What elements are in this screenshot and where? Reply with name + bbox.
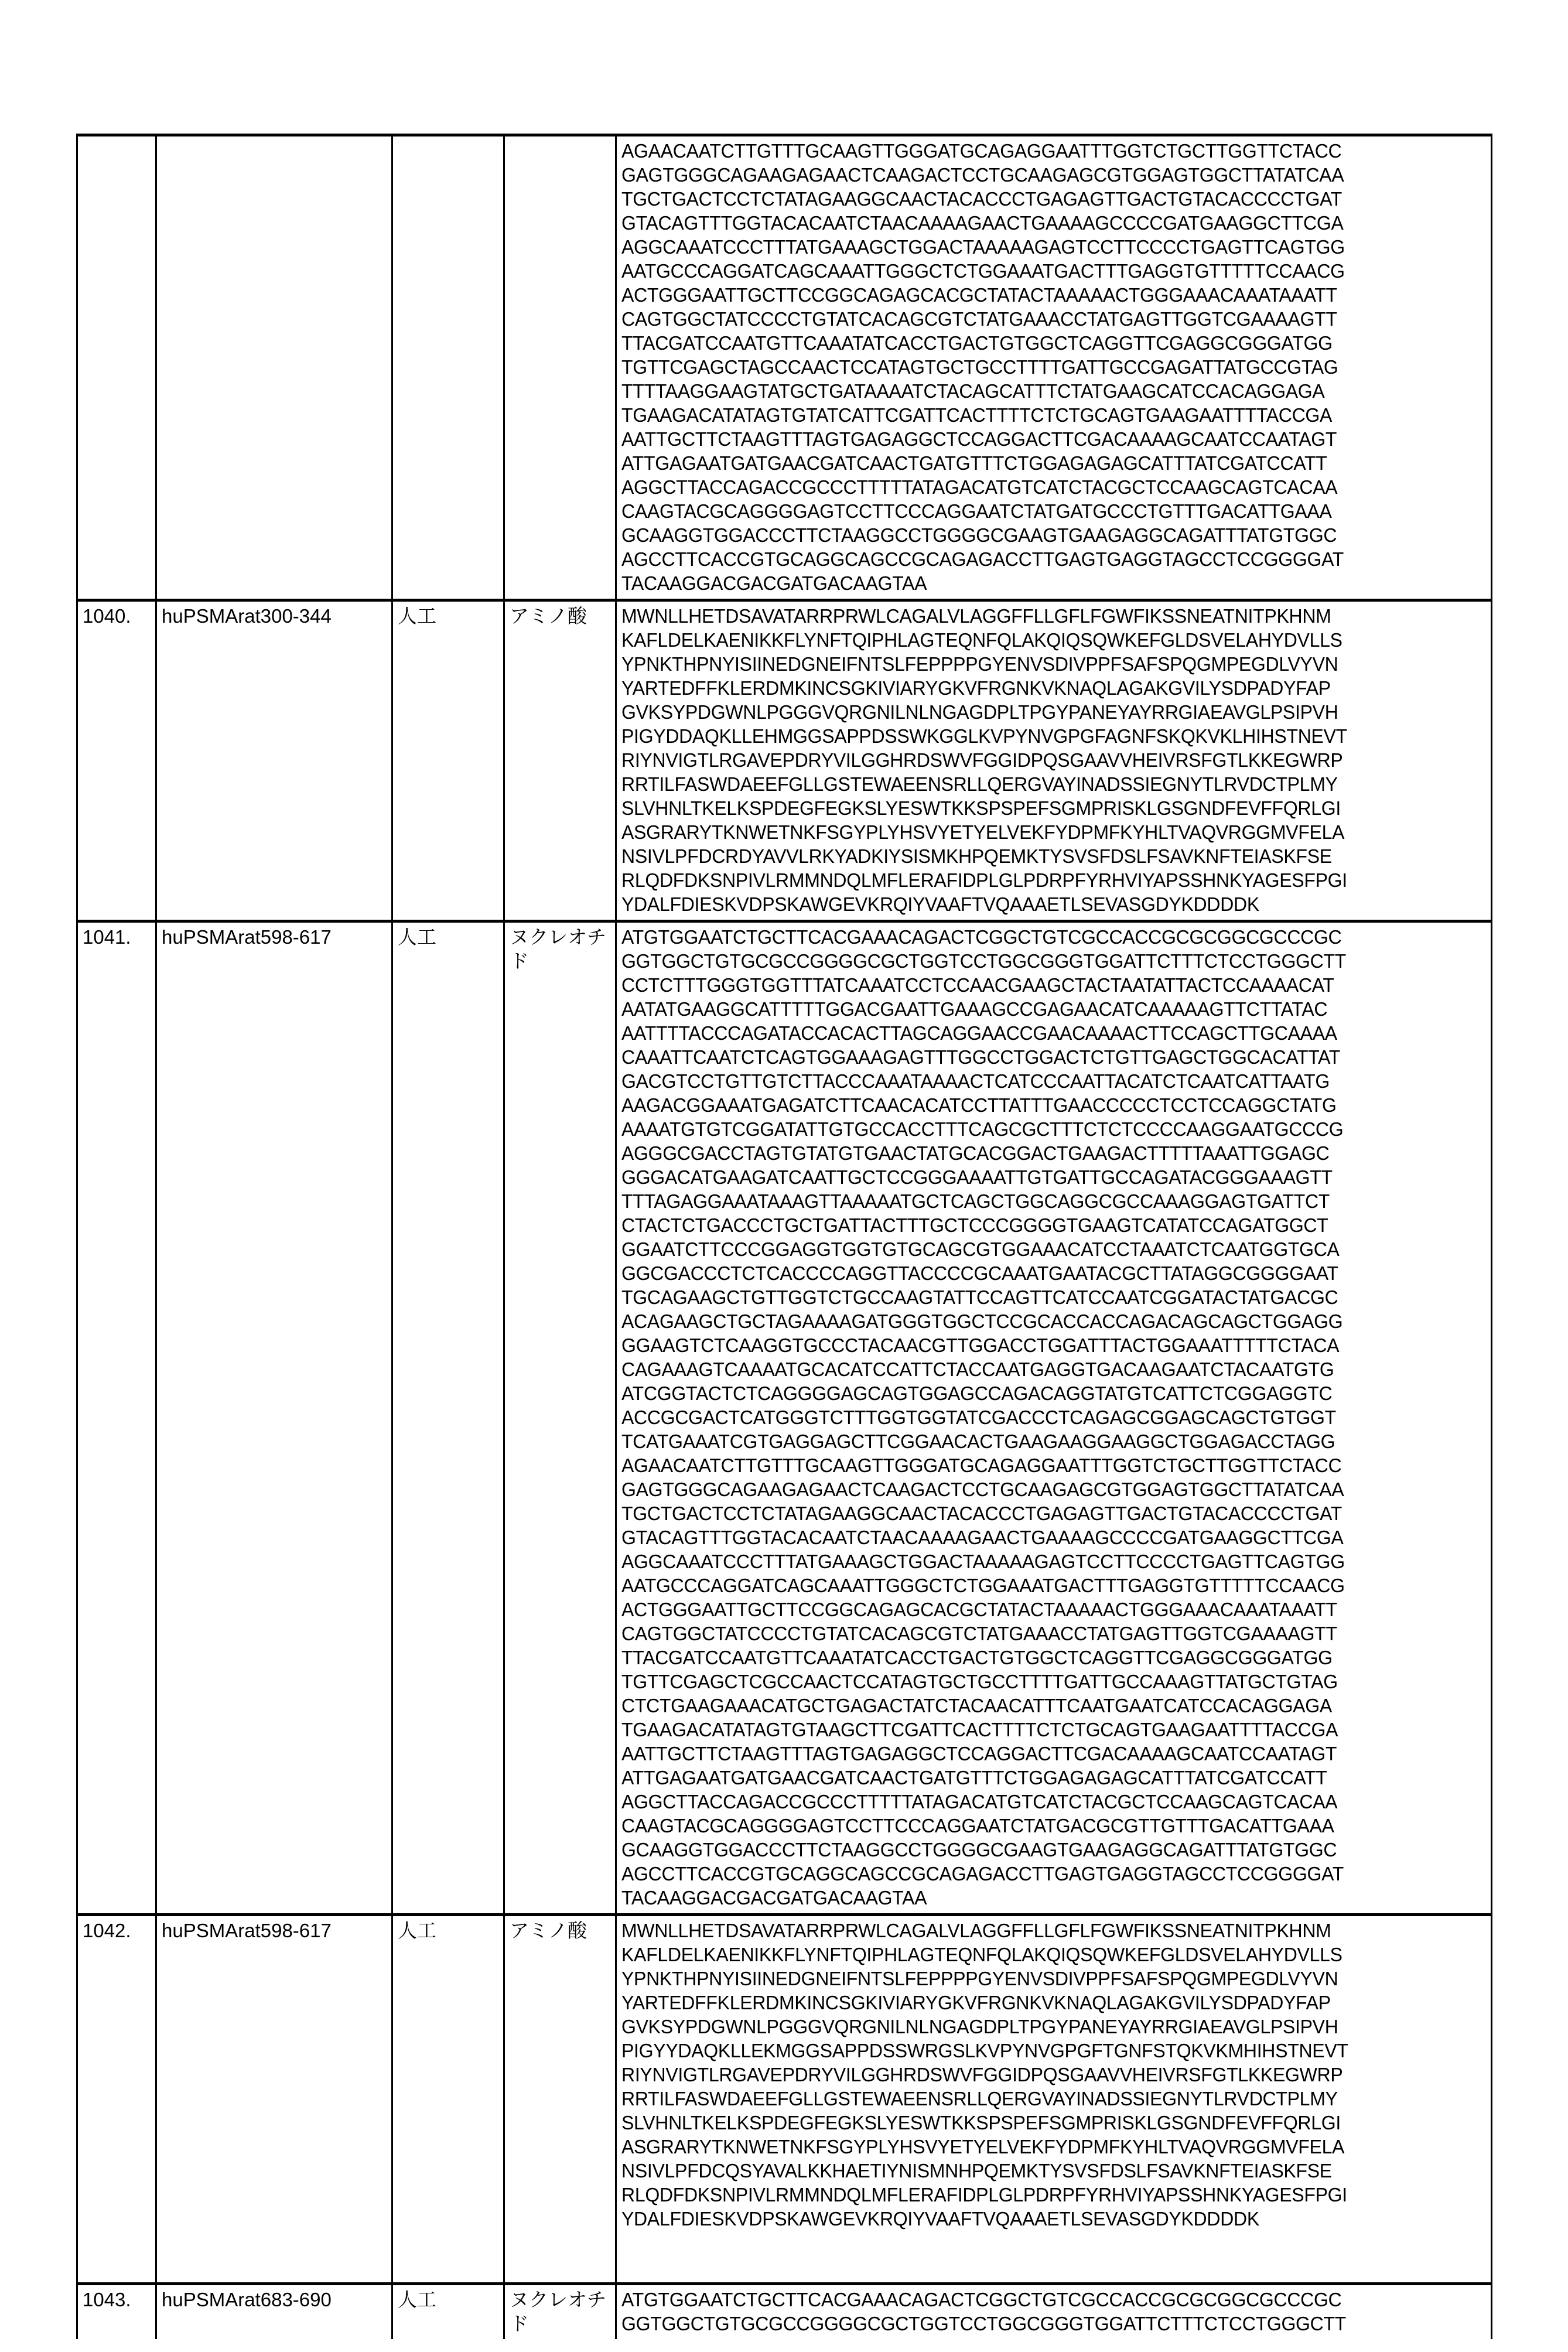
molecule-kind-cell <box>504 600 616 921</box>
sequence-line: PIGYDDAQKLLEHMGGSAPPDSSWKGGLKVPYNVGPGFAGNFSKQKVKLHIHSTNEVT <box>621 724 1460 748</box>
sequence-line: AGCCTTCACCGTGCAGGCAGCCGCAGAGACCTTGAGTGAGGTAGCCTCCGGGGAT <box>621 547 1460 571</box>
sequence-line: CAAGTACGCAGGGGAGTCCTTCCCAGGAATCTATGATGCCCTGTTTGACATTGAAA <box>621 499 1460 523</box>
sequence-line: TGCTGACTCCTCTATAGAAGGCAACTACACCCTGAGAGTTGACTGTACACCCCTGAT <box>621 187 1460 211</box>
sequence-line: AAGACGGAAATGAGATCTTCAACACATCCTTATTTGAACCCCCTCCTCCAGGCTATG <box>621 1093 1460 1117</box>
sequence-line: GGTGGCTGTGCGCCGGGGCGCTGGTCCTGGCGGGTGGATTCTTTCTCCTGGGCTT <box>621 2312 1460 2336</box>
sequence-line: PIGYYDAQKLLEKMGGSAPPDSSWRGSLKVPYNVGPGFTGNFSTQKVKMHIHSTNEVT <box>621 2039 1460 2063</box>
sequence-line: AGGCAAATCCCTTTATGAAAGCTGGACTAAAAAGAGTCCTTCCCCTGAGTTCAGTGG <box>621 235 1460 259</box>
sequence-line: AATATGAAGGCATTTTTGGACGAATTGAAAGCCGAGAACATCAAAAAGTTCTTATAC <box>621 997 1460 1021</box>
sequence-line: SLVHNLTKELKSPDEGFEGKSLYESWTKKSPSPEFSGMPRISKLGSGNDFEVFFQRLGI <box>621 796 1460 820</box>
sequence-line: RIYNVIGTLRGAVEPDRYVILGGHRDSWVFGGIDPQSGAAVVHEIVRSFGTLKKEGWRP <box>621 2063 1460 2087</box>
sequence-line: TGAAGACATATAGTGTAAGCTTCGATTCACTTTTCTCTGCAGTGAAGAATTTTACCGA <box>621 1718 1460 1742</box>
sequence-line: TACAAGGACGACGATGACAAGTAA <box>621 571 1460 595</box>
sequence-line: AATTTTACCCAGATACCACACTTAGCAGGAACCGAACAAAACTTCCAGCTTGCAAAA <box>621 1021 1460 1045</box>
sequence-line: ACCGCGACTCATGGGTCTTTGGTGGTATCGACCCTCAGAGCGGAGCAGCTGTGGT <box>621 1405 1460 1429</box>
sequence-name: huPSMArat598-617 <box>162 1920 332 1941</box>
sequence-line: YARTEDFFKLERDMKINCSGKIVIARYGKVFRGNKVKNAQLAGAKGVILYSDPADYFAP <box>621 1991 1460 2015</box>
sequence-cell <box>616 1915 1492 2284</box>
organism-type-cell <box>392 2284 504 2340</box>
sequence-row <box>77 921 1492 1915</box>
sequence-line: AGAACAATCTTGTTTGCAAGTTGGGATGCAGAGGAATTTGGTCTGCTTGGTTCTACC <box>621 1453 1460 1477</box>
organism-type: 人工 <box>398 926 436 948</box>
sequence-line: YARTEDFFKLERDMKINCSGKIVIARYGKVFRGNKVKNAQLAGAKGVILYSDPADYFAP <box>621 676 1460 700</box>
sequence-line: YPNKTHPNYISIINEDGNEIFNTSLFEPPPPGYENVSDIVPPFSAFSPQGMPEGDLVYVN <box>621 1967 1460 1991</box>
sequence-line: YDALFDIESKVDPSKAWGEVKRQIYVAAFTVQAAAETLSEVASGDYKDDDDK <box>621 2207 1460 2231</box>
sequence-line <box>621 2255 1460 2279</box>
sequence-line: SLVHNLTKELKSPDEGFEGKSLYESWTKKSPSPEFSGMPRISKLGSGNDFEVFFQRLGI <box>621 2111 1460 2135</box>
sequence-line: GGAAGTCTCAAGGTGCCCTACAACGTTGGACCTGGATTTACTGGAAATTTTTCTACA <box>621 1333 1460 1357</box>
sequence-line: ATTGAGAATGATGAACGATCAACTGATGTTTCTGGAGAGAGCATTTATCGATCCATT <box>621 451 1460 475</box>
sequence-line: AGGCAAATCCCTTTATGAAAGCTGGACTAAAAAGAGTCCTTCCCCTGAGTTCAGTGG <box>621 1549 1460 1573</box>
sequence-cell <box>616 2284 1492 2340</box>
sequence-line: YDALFDIESKVDPSKAWGEVKRQIYVAAFTVQAAAETLSEVASGDYKDDDDK <box>621 892 1460 916</box>
sequence-line: NSIVLPFDCRDYAVVLRKYADKIYSISMKHPQEMKTYSVSFDSLFSAVKNFTEIASKFSE <box>621 844 1460 868</box>
sequence-line <box>621 2231 1460 2255</box>
organism-type-cell <box>392 921 504 1915</box>
sequence-number-cell <box>77 1915 156 2284</box>
molecule-kind: ヌクレオチド <box>510 926 606 972</box>
sequence-line: AATGCCCAGGATCAGCAAATTGGGCTCTGGAAATGACTTTGAGGTGTTTTTCCAACG <box>621 1573 1460 1597</box>
sequence-number: 1040. <box>83 605 131 627</box>
sequence-line: CCTCTTTGGGTGGTTTATCAAATCCTCCAACGAAGCTACTAATATTACTCCAAAACAT <box>621 973 1460 997</box>
sequence-line: MWNLLHETDSAVATARRPRWLCAGALVLAGGFFLLGFLFGWFIKSSNEATNITPKHNM <box>621 604 1460 628</box>
sequence-line: AATTGCTTCTAAGTTTAGTGAGAGGCTCCAGGACTTCGACAAAAGCAATCCAATAGT <box>621 427 1460 451</box>
sequence-row <box>77 135 1492 600</box>
molecule-kind-cell <box>504 135 616 600</box>
sequence-table <box>76 134 1492 2339</box>
sequence-line: TACAAGGACGACGATGACAAGTAA <box>621 1886 1460 1910</box>
sequence-name-cell <box>156 1915 392 2284</box>
sequence-line: CAGTGGCTATCCCCTGTATCACAGCGTCTATGAAACCTATGAGTTGGTCGAAAAGTT <box>621 1622 1460 1646</box>
sequence-line: TTTTAAGGAAGTATGCTGATAAAATCTACAGCATTTCTATGAAGCATCCACAGGAGA <box>621 379 1460 403</box>
sequence-line: MWNLLHETDSAVATARRPRWLCAGALVLAGGFFLLGFLFGWFIKSSNEATNITPKHNM <box>621 1919 1460 1943</box>
sequence-line: TGCAGAAGCTGTTGGTCTGCCAAGTATTCCAGTTCATCCAATCGGATACTATGACGC <box>621 1285 1460 1309</box>
organism-type-cell <box>392 1915 504 2284</box>
sequence-line: TGTTCGAGCTCGCCAACTCCATAGTGCTGCCTTTTGATTGCCAAAGTTATGCTGTAG <box>621 1670 1460 1694</box>
sequence-number-cell <box>77 921 156 1915</box>
sequence-line: RLQDFDKSNPIVLRMMNDQLMFLERAFIDPLGLPDRPFYRHVIYAPSSHNKYAGESFPGI <box>621 868 1460 892</box>
sequence-line: GTACAGTTTGGTACACAATCTAACAAAAGAACTGAAAAGCCCCGATGAAGGCTTCGA <box>621 1525 1460 1549</box>
sequence-line: GACGTCCTGTTGTCTTACCCAAATAAAACTCATCCCAATTACATCTCAATCATTAATG <box>621 1069 1460 1093</box>
sequence-line: RLQDFDKSNPIVLRMMNDQLMFLERAFIDPLGLPDRPFYRHVIYAPSSHNKYAGESFPGI <box>621 2183 1460 2207</box>
sequence-line: ACTGGGAATTGCTTCCGGCAGAGCACGCTATACTAAAAACTGGGAAACAAATAAATT <box>621 1597 1460 1622</box>
organism-type: 人工 <box>398 605 436 627</box>
molecule-kind-cell <box>504 921 616 1915</box>
sequence-table-body <box>77 135 1492 2340</box>
sequence-line: AATTGCTTCTAAGTTTAGTGAGAGGCTCCAGGACTTCGACAAAAGCAATCCAATAGT <box>621 1742 1460 1766</box>
sequence-line: TTTAGAGGAAATAAAGTTAAAAATGCTCAGCTGGCAGGCGCCAAAGGAGTGATTCT <box>621 1189 1460 1213</box>
sequence-line: ATGTGGAATCTGCTTCACGAAACAGACTCGGCTGTCGCCACCGCGCGGCGCCCGC <box>621 2288 1460 2312</box>
sequence-row <box>77 600 1492 921</box>
sequence-line: GGCGACCCTCTCACCCCAGGTTACCCCGCAAATGAATACGCTTATAGGCGGGGAAT <box>621 1261 1460 1285</box>
sequence-line: ATTGAGAATGATGAACGATCAACTGATGTTTCTGGAGAGAGCATTTATCGATCCATT <box>621 1766 1460 1790</box>
organism-type: 人工 <box>398 2289 436 2310</box>
sequence-number-cell <box>77 2284 156 2340</box>
sequence-line: NSIVLPFDCQSYAVALKKHAETIYNISMNHPQEMKTYSVSFDSLFSAVKNFTEIASKFSE <box>621 2159 1460 2183</box>
sequence-line: RRTILFASWDAEEFGLLGSTEWAEENSRLLQERGVAYINADSSIEGNYTLRVDCTPLMY <box>621 2087 1460 2111</box>
sequence-name-cell <box>156 600 392 921</box>
sequence-line: YPNKTHPNYISIINEDGNEIFNTSLFEPPPPGYENVSDIVPPFSAFSPQGMPEGDLVYVN <box>621 652 1460 676</box>
sequence-line: AGCCTTCACCGTGCAGGCAGCCGCAGAGACCTTGAGTGAGGTAGCCTCCGGGGAT <box>621 1862 1460 1886</box>
sequence-line: AGGGCGACCTAGTGTATGTGAACTATGCACGGACTGAAGACTTTTTAAATTGGAGC <box>621 1141 1460 1165</box>
sequence-name-cell <box>156 135 392 600</box>
sequence-line: GAGTGGGCAGAAGAGAACTCAAGACTCCTGCAAGAGCGTGGAGTGGCTTATATCAA <box>621 163 1460 187</box>
sequence-cell <box>616 135 1492 600</box>
molecule-kind: アミノ酸 <box>510 605 587 627</box>
sequence-line: GCAAGGTGGACCCTTCTAAGGCCTGGGGCGAAGTGAAGAGGCAGATTTATGTGGC <box>621 523 1460 547</box>
sequence-line: ACTGGGAATTGCTTCCGGCAGAGCACGCTATACTAAAAACTGGGAAACAAATAAATT <box>621 283 1460 307</box>
sequence-line: TCATGAAATCGTGAGGAGCTTCGGAACACTGAAGAAGGAAGGCTGGAGACCTAGG <box>621 1429 1460 1453</box>
sequence-line: AAAATGTGTCGGATATTGTGCCACCTTTCAGCGCTTTCTCTCCCCAAGGAATGCCCG <box>621 1117 1460 1141</box>
sequence-cell <box>616 600 1492 921</box>
organism-type-cell <box>392 135 504 600</box>
sequence-line: KAFLDELKAENIKKFLYNFTQIPHLAGTEQNFQLAKQIQSQWKEFGLDSVELAHYDVLLS <box>621 628 1460 652</box>
sequence-line: GAGTGGGCAGAAGAGAACTCAAGACTCCTGCAAGAGCGTGGAGTGGCTTATATCAA <box>621 1477 1460 1501</box>
sequence-line: AGGCTTACCAGACCGCCCTTTTTATAGACATGTCATCTACGCTCCAAGCAGTCACAA <box>621 1790 1460 1814</box>
sequence-number: 1042. <box>83 1920 131 1941</box>
sequence-name: huPSMArat300-344 <box>162 605 332 627</box>
sequence-line: AATGCCCAGGATCAGCAAATTGGGCTCTGGAAATGACTTTGAGGTGTTTTTCCAACG <box>621 259 1460 283</box>
sequence-line: CTCTGAAGAAACATGCTGAGACTATCTACAACATTTCAATGAATCATCCACAGGAGA <box>621 1694 1460 1718</box>
sequence-line: GTACAGTTTGGTACACAATCTAACAAAAGAACTGAAAAGCCCCGATGAAGGCTTCGA <box>621 211 1460 235</box>
sequence-line: GCAAGGTGGACCCTTCTAAGGCCTGGGGCGAAGTGAAGAGGCAGATTTATGTGGC <box>621 1838 1460 1862</box>
sequence-line: TGAAGACATATAGTGTATCATTCGATTCACTTTTCTCTGCAGTGAAGAATTTTACCGA <box>621 403 1460 427</box>
molecule-kind: アミノ酸 <box>510 1920 587 1941</box>
sequence-line: ATCGGTACTCTCAGGGGAGCAGTGGAGCCAGACAGGTATGTCATTCTCGGAGGTC <box>621 1381 1460 1405</box>
organism-type-cell <box>392 600 504 921</box>
sequence-row <box>77 2284 1492 2340</box>
sequence-line: CAGTGGCTATCCCCTGTATCACAGCGTCTATGAAACCTATGAGTTGGTCGAAAAGTT <box>621 307 1460 331</box>
sequence-line: AGAACAATCTTGTTTGCAAGTTGGGATGCAGAGGAATTTGGTCTGCTTGGTTCTACC <box>621 139 1460 163</box>
sequence-line: ASGRARYTKNWETNKFSGYPLYHSVYETYELVEKFYDPMFKYHLTVAQVRGGMVFELA <box>621 2135 1460 2159</box>
sequence-name: huPSMArat683-690 <box>162 2289 332 2310</box>
sequence-line: ACAGAAGCTGCTAGAAAAGATGGGTGGCTCCGCACCACCAGACAGCAGCTGGAGG <box>621 1309 1460 1333</box>
sequence-line: TTACGATCCAATGTTCAAATATCACCTGACTGTGGCTCAGGTTCGAGGCGGGATGG <box>621 331 1460 355</box>
sequence-line: CTACTCTGACCCTGCTGATTACTTTGCTCCCGGGGTGAAGTCATATCCAGATGGCT <box>621 1213 1460 1237</box>
sequence-line: AGGCTTACCAGACCGCCCTTTTTATAGACATGTCATCTACGCTCCAAGCAGTCACAA <box>621 475 1460 499</box>
sequence-cell <box>616 921 1492 1915</box>
sequence-line: CAAATTCAATCTCAGTGGAAAGAGTTTGGCCTGGACTCTGTTGAGCTGGCACATTAT <box>621 1045 1460 1069</box>
sequence-number: 1043. <box>83 2289 131 2310</box>
molecule-kind-cell <box>504 1915 616 2284</box>
sequence-name-cell <box>156 921 392 1915</box>
sequence-line: GGGACATGAAGATCAATTGCTCCGGGAAAATTGTGATTGCCAGATACGGGAAAGTT <box>621 1165 1460 1189</box>
sequence-line: RIYNVIGTLRGAVEPDRYVILGGHRDSWVFGGIDPQSGAAVVHEIVRSFGTLKKEGWRP <box>621 748 1460 772</box>
molecule-kind: ヌクレオチド <box>510 2289 606 2334</box>
sequence-line: GVKSYPDGWNLPGGGVQRGNILNLNGAGDPLTPGYPANEYAYRRGIAEAVGLPSIPVH <box>621 2015 1460 2039</box>
organism-type: 人工 <box>398 1920 436 1941</box>
sequence-line: GVKSYPDGWNLPGGGVQRGNILNLNGAGDPLTPGYPANEYAYRRGIAEAVGLPSIPVH <box>621 700 1460 724</box>
sequence-line: RRTILFASWDAEEFGLLGSTEWAEENSRLLQERGVAYINADSSIEGNYTLRVDCTPLMY <box>621 772 1460 796</box>
sequence-line: ASGRARYTKNWETNKFSGYPLYHSVYETYELVEKFYDPMFKYHLTVAQVRGGMVFELA <box>621 820 1460 844</box>
sequence-name-cell <box>156 2284 392 2340</box>
sequence-line: KAFLDELKAENIKKFLYNFTQIPHLAGTEQNFQLAKQIQSQWKEFGLDSVELAHYDVLLS <box>621 1943 1460 1967</box>
sequence-line: ATGTGGAATCTGCTTCACGAAACAGACTCGGCTGTCGCCACCGCGCGGCGCCCGC <box>621 925 1460 949</box>
sequence-number-cell <box>77 600 156 921</box>
sequence-number-cell <box>77 135 156 600</box>
sequence-line: TTACGATCCAATGTTCAAATATCACCTGACTGTGGCTCAGGTTCGAGGCGGGATGG <box>621 1646 1460 1670</box>
sequence-line: TGCTGACTCCTCTATAGAAGGCAACTACACCCTGAGAGTTGACTGTACACCCCTGAT <box>621 1501 1460 1525</box>
sequence-number: 1041. <box>83 926 131 948</box>
sequence-row <box>77 1915 1492 2284</box>
sequence-line: CAGAAAGTCAAAATGCACATCCATTCTACCAATGAGGTGACAAGAATCTACAATGTG <box>621 1357 1460 1381</box>
molecule-kind-cell <box>504 2284 616 2340</box>
sequence-line: GGTGGCTGTGCGCCGGGGCGCTGGTCCTGGCGGGTGGATTCTTTCTCCTGGGCTT <box>621 949 1460 973</box>
sequence-line: TGTTCGAGCTAGCCAACTCCATAGTGCTGCCTTTTGATTGCCGAGATTATGCCGTAG <box>621 355 1460 379</box>
sequence-name: huPSMArat598-617 <box>162 926 332 948</box>
sequence-line: GGAATCTTCCCGGAGGTGGTGTGCAGCGTGGAAACATCCTAAATCTCAATGGTGCA <box>621 1237 1460 1261</box>
sequence-line: CAAGTACGCAGGGGAGTCCTTCCCAGGAATCTATGACGCGTTGTTTGACATTGAAA <box>621 1814 1460 1838</box>
